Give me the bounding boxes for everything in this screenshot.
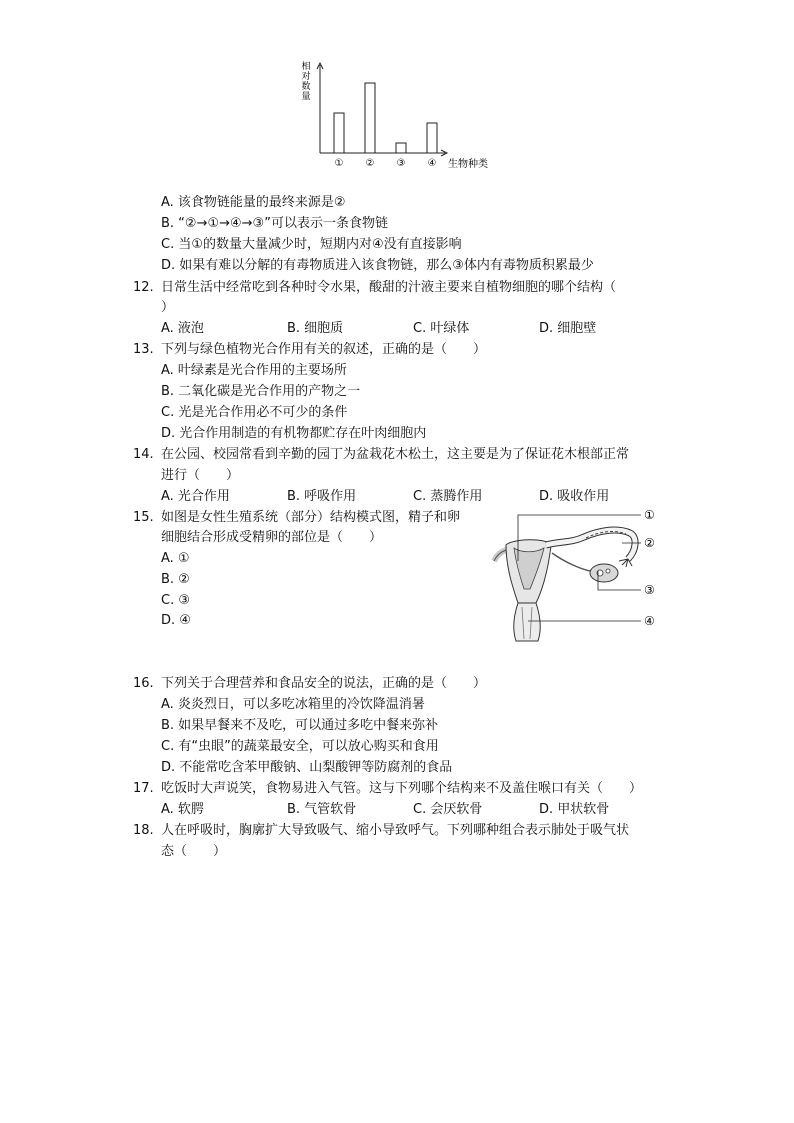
q16-stem: 下列关于合理营养和食品安全的说法，正确的是（ ） xyxy=(161,676,487,691)
food-chain-bar-chart xyxy=(290,55,505,175)
q14-option-d: D. 吸收作用 xyxy=(539,489,610,504)
q12-stem-line2: ） xyxy=(161,300,175,315)
vagina xyxy=(514,603,540,641)
q14-option-b: B. 呼吸作用 xyxy=(287,489,357,504)
female-reproductive-system-diagram xyxy=(486,503,666,645)
q12-number: 12. xyxy=(133,280,154,295)
q13-option-c: C. 光是光合作用必不可少的条件 xyxy=(161,405,348,420)
q18-stem-line1: 人在呼吸时，胸廓扩大导致吸气、缩小导致呼气。下列哪种组合表示肺处于吸气状 xyxy=(161,823,630,838)
x-axis-label: 生物种类 xyxy=(448,159,488,170)
q16-option-d: D. 不能常吃含苯甲酸钠、山梨酸钾等防腐剂的食品 xyxy=(161,760,453,775)
bar-4 xyxy=(427,123,437,153)
q13-option-b: B. 二氧化碳是光合作用的产物之一 xyxy=(161,384,361,399)
q15-stem-line1: 如图是女性生殖系统（部分）结构模式图，精子和卵 xyxy=(161,510,461,525)
bar-3 xyxy=(396,143,406,153)
q15-option-c: C. ③ xyxy=(161,593,190,608)
q14-stem-line1: 在公园、校园常看到辛勤的园丁为盆栽花木松土，这主要是为了保证花木根部正常 xyxy=(161,447,630,462)
q16-option-b: B. 如果早餐来不及吃，可以通过多吃中餐来弥补 xyxy=(161,718,439,733)
q14-option-a: A. 光合作用 xyxy=(161,489,230,504)
q11-option-c: C. 当①的数量大量减少时，短期内对④没有直接影响 xyxy=(161,237,462,252)
q16-option-a: A. 炎炎烈日，可以多吃冰箱里的冷饮降温消暑 xyxy=(161,697,425,712)
q16-option-c: C. 有“虫眼”的蔬菜最安全，可以放心购买和食用 xyxy=(161,739,439,754)
q12-option-c: C. 叶绿体 xyxy=(413,321,470,336)
q15-stem-line2: 细胞结合形成受精卵的部位是（ ） xyxy=(161,530,383,545)
q14-number: 14. xyxy=(133,447,154,462)
q15-option-d: D. ④ xyxy=(161,613,191,628)
x-tick-label-3: ③ xyxy=(396,158,406,169)
q12-option-b: B. 细胞质 xyxy=(287,321,344,336)
y-axis-label-char: 数 xyxy=(301,82,311,92)
q11-option-d: D. 如果有难以分解的有毒物质进入该食物链，那么③体内有毒物质积累最少 xyxy=(161,258,594,273)
q13-stem: 下列与绿色植物光合作用有关的叙述，正确的是（ ） xyxy=(161,342,487,357)
q17-number: 17. xyxy=(133,781,154,796)
q11-option-a: A. 该食物链能量的最终来源是② xyxy=(161,195,346,210)
y-axis-label-char: 对 xyxy=(301,72,311,82)
q17-option-a: A. 软腭 xyxy=(161,802,204,817)
q17-option-b: B. 气管软骨 xyxy=(287,802,357,817)
diagram-label-3: ③ xyxy=(644,583,655,597)
q14-stem-line2: 进行（ ） xyxy=(161,468,240,483)
x-tick-label-2: ② xyxy=(365,158,375,169)
y-axis-label-char: 相 xyxy=(301,62,311,72)
diagram-label-1: ① xyxy=(644,508,655,522)
q12-option-a: A. 液泡 xyxy=(161,321,204,336)
q12-stem-line1: 日常生活中经常吃到各种时令水果，酸甜的汁液主要来自植物细胞的哪个结构（ xyxy=(161,280,617,295)
bar-1 xyxy=(334,113,344,153)
q16-number: 16. xyxy=(133,676,154,691)
q14-option-c: C. 蒸腾作用 xyxy=(413,489,483,504)
q17-stem: 吃饭时大声说笑，食物易进入气管。这与下列哪个结构来不及盖住喉口有关（ ） xyxy=(161,781,643,796)
diagram-label-4: ④ xyxy=(644,614,655,628)
q11-option-b: B. “②→①→④→③”可以表示一条食物链 xyxy=(161,216,388,231)
q15-number: 15. xyxy=(133,510,154,525)
q18-stem-line2: 态（ ） xyxy=(161,844,227,859)
diagram-label-2: ② xyxy=(644,536,655,550)
x-tick-label-4: ④ xyxy=(427,158,437,169)
x-tick-label-1: ① xyxy=(334,158,344,169)
q15-option-a: A. ① xyxy=(161,551,190,566)
q18-number: 18. xyxy=(133,823,154,838)
q13-option-d: D. 光合作用制造的有机物都贮存在叶肉细胞内 xyxy=(161,426,427,441)
q13-number: 13. xyxy=(133,342,154,357)
q17-option-d: D. 甲状软骨 xyxy=(539,802,610,817)
ovary xyxy=(590,564,618,582)
q15-option-b: B. ② xyxy=(161,572,190,587)
q13-option-a: A. 叶绿素是光合作用的主要场所 xyxy=(161,363,347,378)
bar-2 xyxy=(365,83,375,153)
y-axis-label-char: 量 xyxy=(301,92,311,102)
q17-option-c: C. 会厌软骨 xyxy=(413,802,483,817)
q12-option-d: D. 细胞壁 xyxy=(539,321,597,336)
